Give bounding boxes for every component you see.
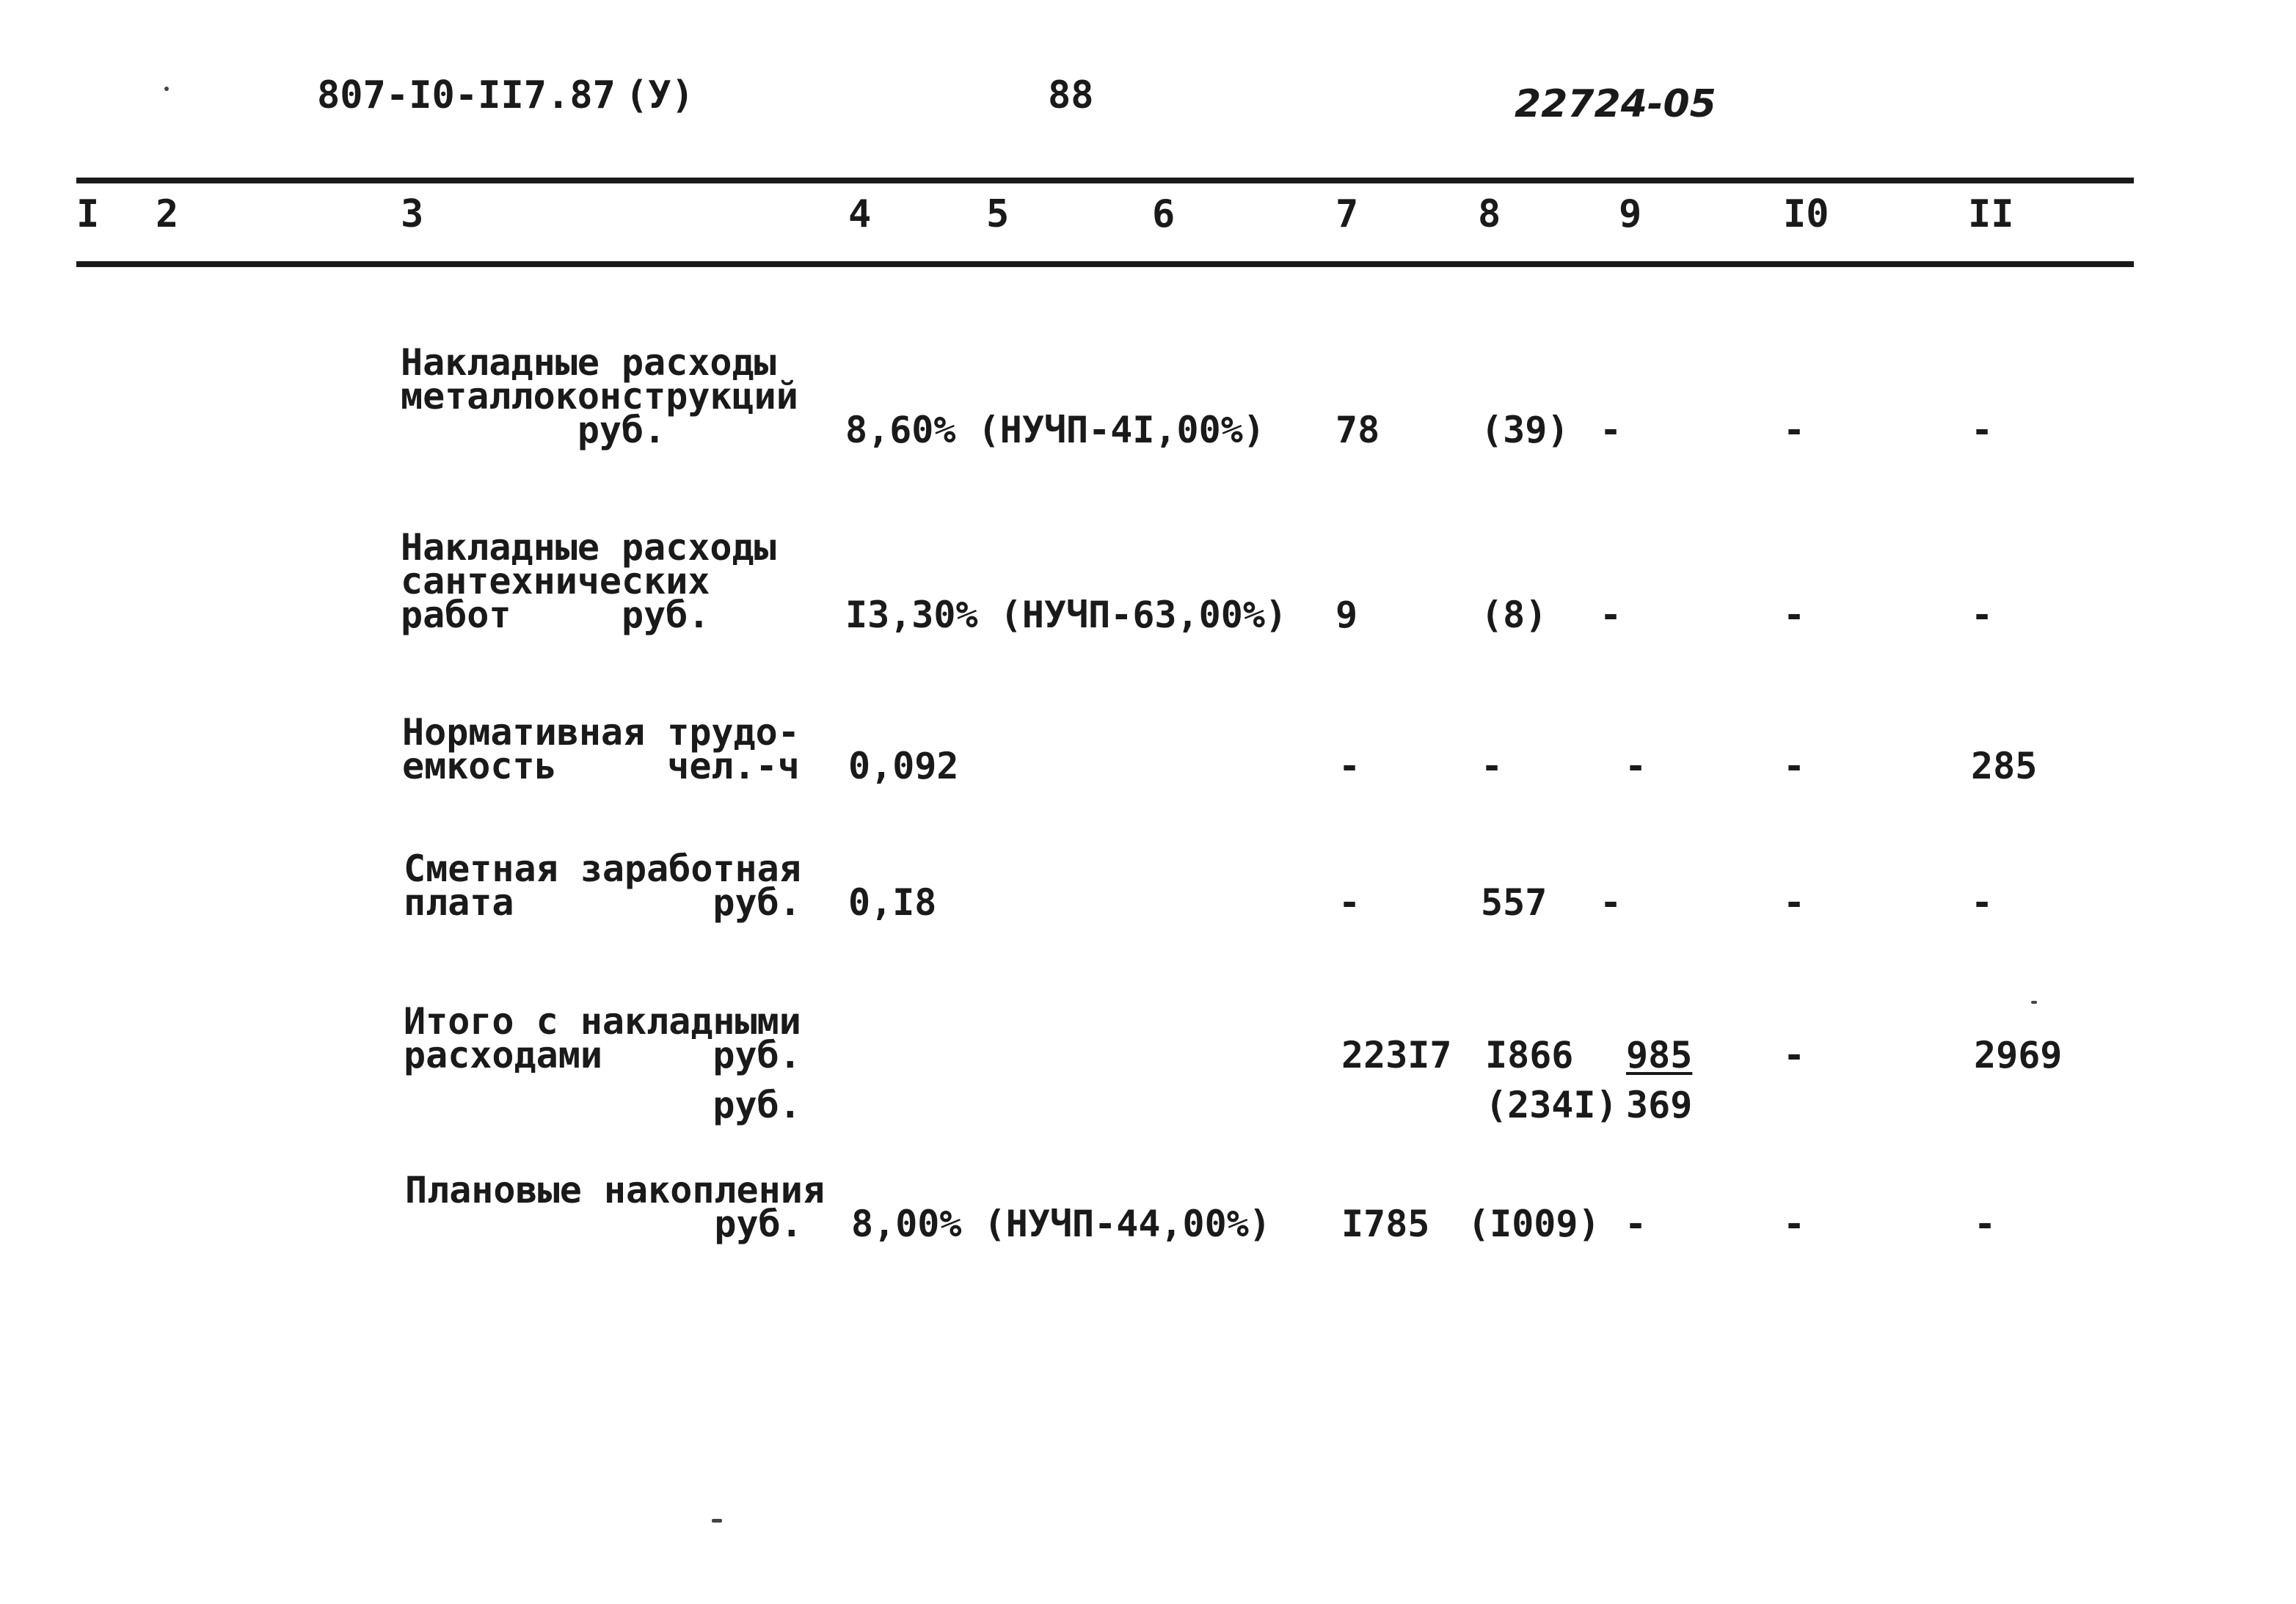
- cell-col10: -: [1783, 1034, 1806, 1076]
- table-top-rule: [76, 178, 2134, 183]
- column-header-1: I: [76, 192, 100, 236]
- column-header-2: 2: [156, 192, 179, 236]
- cell-col11: -: [1974, 1203, 1997, 1245]
- cell-col10: -: [1783, 1203, 1806, 1245]
- cell-col8: 557: [1481, 881, 1548, 924]
- column-header-9: 9: [1619, 192, 1642, 236]
- cell-col8: (39): [1481, 409, 1570, 451]
- cell-col9: -: [1625, 1203, 1647, 1245]
- row-label-line: расходами руб.: [404, 1034, 801, 1076]
- row-rate: 0,I8: [848, 881, 937, 924]
- cell-col11: -: [1971, 881, 1994, 924]
- cell-col8: (8): [1481, 594, 1548, 636]
- row-rate: 0,092: [848, 745, 959, 787]
- column-header-11: II: [1968, 192, 2014, 236]
- cell-col7: 78: [1335, 409, 1380, 451]
- cell-col8: (I009): [1468, 1203, 1600, 1245]
- cell-col10: -: [1783, 745, 1806, 787]
- cell-col10: -: [1783, 594, 1806, 636]
- row-label-line: Плановые накопления: [405, 1169, 825, 1211]
- scan-speck: [712, 1519, 722, 1523]
- cell-col11: 285: [1971, 745, 2038, 787]
- cell-col10: -: [1783, 409, 1806, 451]
- column-header-8: 8: [1478, 192, 1501, 236]
- column-header-6: 6: [1152, 192, 1176, 236]
- row-rate: 8,60% (НУЧП-4I,00%): [845, 409, 1265, 451]
- page-number: 88: [1048, 73, 1094, 117]
- document-code-suffix: (У): [625, 73, 694, 117]
- column-header-4: 4: [848, 192, 872, 236]
- row-label-line: руб.: [401, 409, 666, 451]
- document-code: 807-I0-II7.87: [317, 73, 616, 117]
- row-label-line: плата руб.: [404, 881, 801, 924]
- row-label-line: емкость чел.-ч: [402, 745, 800, 787]
- cell-col9: -: [1600, 409, 1622, 451]
- cell-col7: -: [1338, 745, 1361, 787]
- column-header-3: 3: [401, 192, 424, 236]
- row-label-line: сантехнических: [401, 560, 710, 602]
- row-label-line: Накладные расходы: [401, 526, 776, 569]
- row-label-line: Накладные расходы: [401, 341, 776, 384]
- cell-col9: 985: [1626, 1034, 1693, 1076]
- cell-col7: -: [1338, 881, 1361, 924]
- cell-col9: -: [1625, 745, 1647, 787]
- cell-col8: I866: [1485, 1034, 1574, 1076]
- table-header-bottom-rule: [76, 261, 2134, 267]
- row-label-line: Итого с накладными: [404, 1000, 801, 1043]
- cell-col9-secondary: 369: [1626, 1084, 1693, 1126]
- cell-col7: 9: [1335, 594, 1358, 636]
- cell-col8-secondary: (234I): [1485, 1084, 1618, 1126]
- cell-col11: -: [1971, 594, 1994, 636]
- column-header-10: I0: [1783, 192, 1829, 236]
- row-label-line: металлоконструкций: [401, 375, 798, 418]
- row-rate: I3,30% (НУЧП-63,00%): [845, 594, 1288, 636]
- cell-col9: -: [1600, 881, 1622, 924]
- cell-col11: -: [1971, 409, 1994, 451]
- scan-speck: [2031, 1001, 2037, 1004]
- row-label-line: работ руб.: [401, 594, 710, 636]
- scan-speck: [164, 87, 169, 91]
- row-label-line: Нормативная трудо-: [402, 711, 800, 754]
- column-header-7: 7: [1335, 192, 1359, 236]
- column-header-5: 5: [986, 192, 1010, 236]
- row-label-line: руб.: [405, 1203, 803, 1245]
- cell-col7: I785: [1341, 1203, 1430, 1245]
- cell-col10: -: [1783, 881, 1806, 924]
- cell-col8: -: [1481, 745, 1504, 787]
- row-label-line: Сметная заработная: [404, 847, 801, 890]
- archive-number: 22724-05: [1515, 82, 1716, 126]
- cell-col11: 2969: [1974, 1034, 2063, 1076]
- row-rate: 8,00% (НУЧП-44,00%): [851, 1203, 1271, 1245]
- cell-col9: -: [1600, 594, 1622, 636]
- row-label-line: руб.: [404, 1084, 801, 1126]
- cell-col7: 223I7: [1341, 1034, 1452, 1076]
